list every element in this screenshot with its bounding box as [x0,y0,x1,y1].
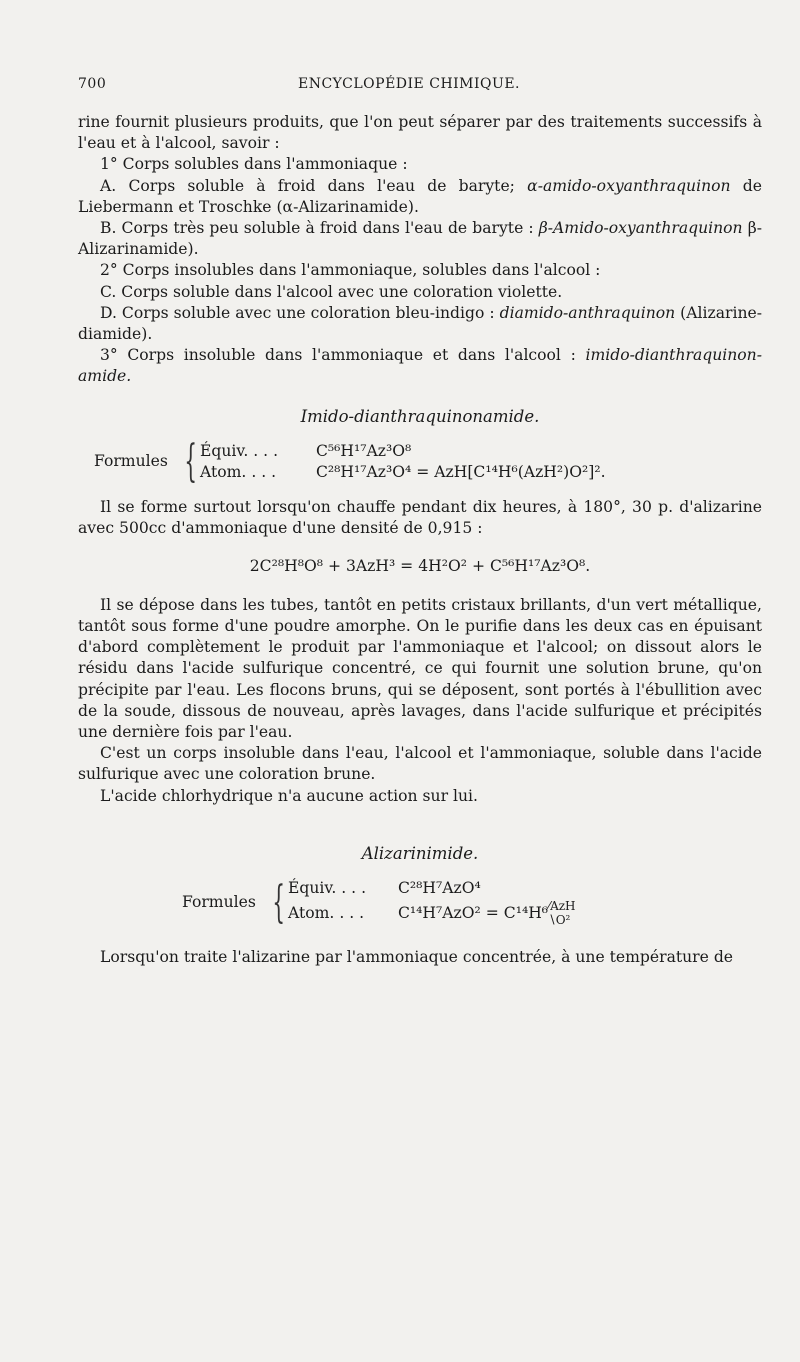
formula-row-equiv [288,878,576,899]
text-run: A. Corps soluble à froid dans l'eau de baryte; [100,176,528,195]
paragraph: Il se dépose dans les tubes, tantôt en petits cristaux brillants, d'un vert métallique, tantôt sous forme d'une poudre amorphe. On le purifie dans les deux cas en épuisant d'abord complètement le produit par l'ammoniaque et l'alcool; on dissout alors le résidu dans l'acide sulfurique concentré, ce qui fournit une solution brune, qu'on précipite par l'eau. Les flocons bruns, qui se déposent, sont portés à l'ébullition avec de la soude, dissous de nouveau, après lavages, dans l'acide sulfurique et précipités une dernière fois par l'eau. [78,595,762,742]
compound-name: diamido-anthraquinon [499,303,676,322]
paragraph [78,345,762,387]
paragraph: Lorsqu'on traite l'alizarine par l'ammoniaque concentrée, à une température de [100,948,734,967]
formula-rows [288,878,576,927]
formula-row-atom [200,462,606,483]
paragraph: C'est un corps insoluble dans l'eau, l'alcool et l'ammoniaque, soluble dans l'acide sulfurique avec une coloration brune. [78,744,762,784]
equiv-formula: C⁵⁶H¹⁷Az³O⁸ [316,441,412,460]
section-title-imido: Imido-dianthraquinonamide. [300,406,540,426]
page-body [78,112,762,969]
formula-block-imido [94,436,762,488]
text-run: D. Corps soluble avec une coloration bleu-indigo : [100,303,500,322]
text-run: B. Corps très peu soluble à froid dans l'eau de baryte : [100,219,539,238]
running-title: ENCYCLOPÉDIE CHIMIQUE. [298,76,520,92]
brace-symbol: { [272,876,285,928]
compound-name: imido-dianthraquinon-amide. [78,346,762,386]
paragraph: L'acide chlorhydrique n'a aucune action sur lui. [100,786,478,805]
text-run: (Alizarine-diamide). [78,303,762,344]
formula-row-equiv [200,441,606,462]
structural-branch [548,899,575,927]
compound-name: α-amido-oxyanthraquinon [527,176,731,195]
paragraph: 2° Corps insolubles dans l'ammoniaque, solubles dans l'alcool : [100,261,601,280]
paragraph [78,303,762,345]
reaction-equation: 2C²⁸H⁸O⁸ + 3AzH³ = 4H²O² + C⁵⁶H¹⁷Az³O⁸. [249,556,591,575]
running-header [78,76,740,100]
equiv-label: Équiv. . . . [200,441,279,460]
paragraph [78,218,762,260]
paragraph: 1° Corps solubles dans l'ammoniaque : [100,155,408,174]
formula-rows [200,441,606,483]
paragraph [78,176,762,218]
page-number: 700 [78,76,107,92]
compound-name: β-Amido-oxyanthraquinon [538,219,743,238]
atom-formula: C¹⁴H⁷AzO² = C¹⁴H⁶ [398,903,549,922]
text-run: 3° Corps insoluble dans l'ammoniaque et dans l'alcool : [100,346,586,365]
equiv-label: Équiv. . . . [288,879,367,898]
atom-label: Atom. . . . [200,463,277,482]
formula-row-atom [288,899,576,927]
branch-bottom: ∖O² [548,913,571,928]
brace-symbol: { [184,436,197,488]
paragraph: C. Corps soluble dans l'alcool avec une coloration violette. [100,282,563,301]
formulas-label: Formules [94,452,168,471]
paragraph: Il se forme surtout lorsqu'on chauffe pendant dix heures, à 180°, 30 p. d'alizarine avec 500cc d'ammoniaque d'une densité de 0,915 : [78,498,762,538]
paragraph: rine fournit plusieurs produits, que l'on peut séparer par des traitements successifs à l'eau et à l'alcool, savoir : [78,113,762,153]
formula-block-alizarinimide [182,878,762,927]
branch-top: ⁄AzH [548,899,576,914]
atom-label: Atom. . . . [288,903,365,922]
text-run: β-Alizarinamide). [78,219,762,259]
formulas-label: Formules [182,893,256,912]
text-run: de Liebermann et Troschke (α-Alizarinamide). [78,176,762,216]
atom-formula: C²⁸H¹⁷Az³O⁴ = AzH[C¹⁴H⁶(AzH²)O²]². [316,463,606,482]
equiv-formula: C²⁸H⁷AzO⁴ [398,879,481,898]
section-title-alizarinimide: Alizarinimide. [361,843,479,863]
